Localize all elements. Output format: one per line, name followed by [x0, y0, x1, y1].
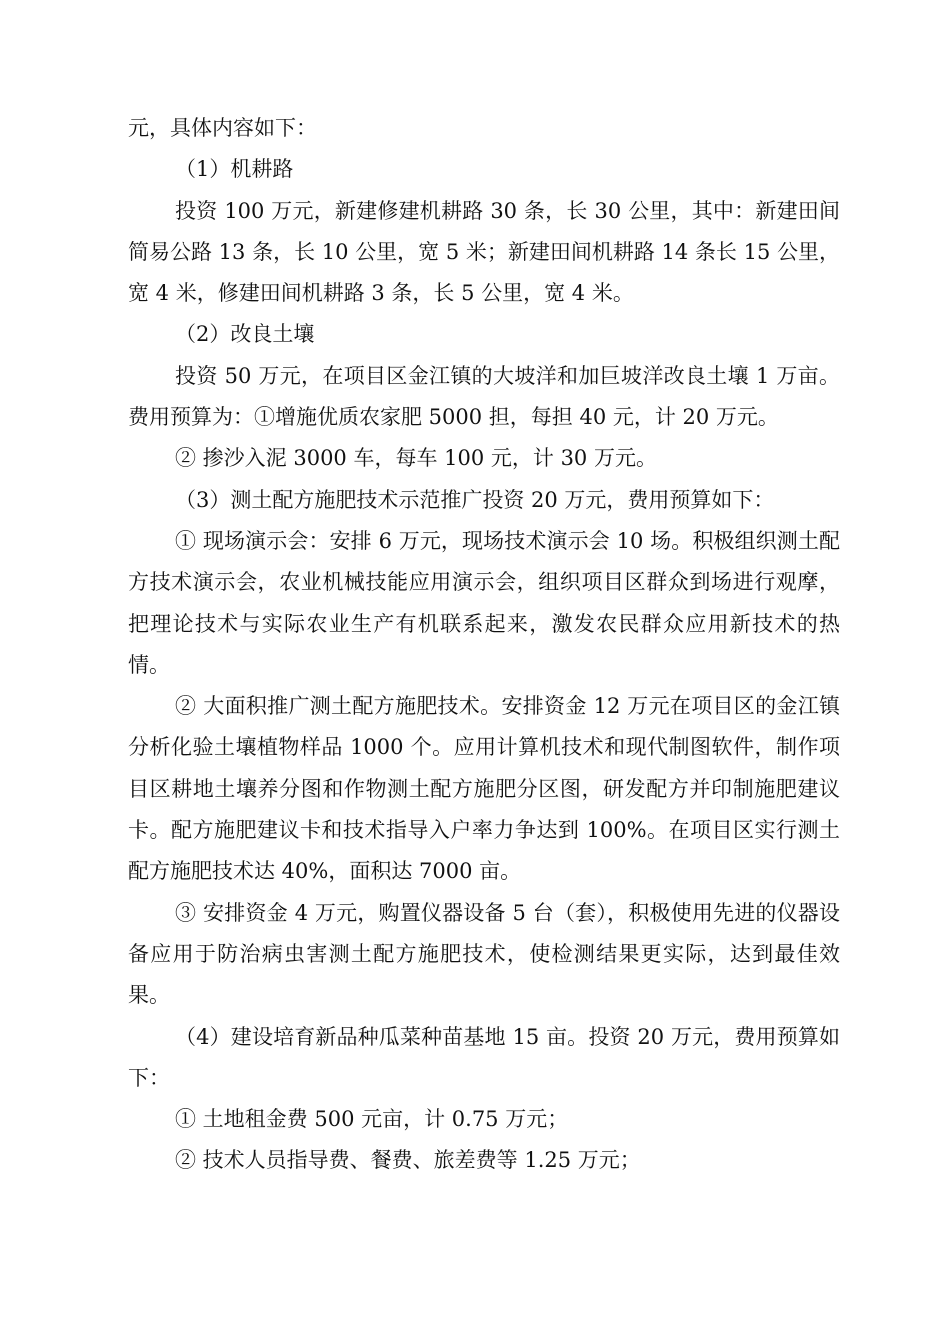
- section-heading-3: （3）测土配方施肥技术示范推广投资 20 万元，费用预算如下：: [175, 487, 775, 512]
- section-heading-4: （4）建设培育新品种瓜菜种苗基地 15 亩。投资 20 万元，费用预算如下：: [128, 1024, 840, 1090]
- section-heading-1: （1）机耕路: [175, 157, 294, 182]
- paragraph-demo-meeting: ① 现场演示会：安排 6 万元，现场技术演示会 10 场。积极组织测土配方技术演示会，农业机械技能应用演示会，组织项目区群众到场进行观摩，把理论技术与实际农业生产有机联系起来，激发农民群众应用新技术的热情。: [128, 528, 840, 677]
- document-body: [128, 108, 840, 1182]
- paragraph-land-rent: ① 土地租金费 500 元亩，计 0.75 万元；: [175, 1107, 569, 1132]
- paragraph-sand-mud: ② 掺沙入泥 3000 车，每车 100 元，计 30 万元。: [175, 446, 657, 471]
- paragraph-technical-fees: ② 技术人员指导费、餐费、旅差费等 1.25 万元；: [175, 1148, 641, 1173]
- paragraph-soil-improvement: 投资 50 万元，在项目区金江镇的大坡洋和加巨坡洋改良土壤 1 万亩。费用预算为：①增施优质农家肥 5000 担，每担 40 元，计 20 万元。: [128, 363, 840, 430]
- paragraph-equipment: ③ 安排资金 4 万元，购置仪器设备 5 台（套），积极使用先进的仪器设备应用于防治病虫害测土配方施肥技术，使检测结果更实际，达到最佳效果。: [128, 900, 840, 1008]
- paragraph-machine-road: 投资 100 万元，新建修建机耕路 30 条，长 30 公里，其中：新建田间简易公路 13 条，长 10 公里，宽 5 米；新建田间机耕路 14 条长 15 公里，宽 4 米，修建田间机耕路 3 条，长 5 公里，宽 4 米。: [128, 198, 840, 306]
- paragraph-large-area-promotion: ② 大面积推广测土配方施肥技术。安排资金 12 万元在项目区的金江镇分析化验土壤植物样品 1000 个。应用计算机技术和现代制图软件，制作项目区耕地土壤养分图和作物测土配方施肥分区图，研发配方并印制施肥建议卡。配方施肥建议卡和技术指导入户率力争达到 100%。在项目区实行测土配方施肥技术达 40%，面积达 7000 亩。: [128, 694, 840, 884]
- section-heading-2: （2）改良土壤: [175, 322, 315, 347]
- paragraph-continuation: 元，具体内容如下：: [128, 116, 317, 140]
